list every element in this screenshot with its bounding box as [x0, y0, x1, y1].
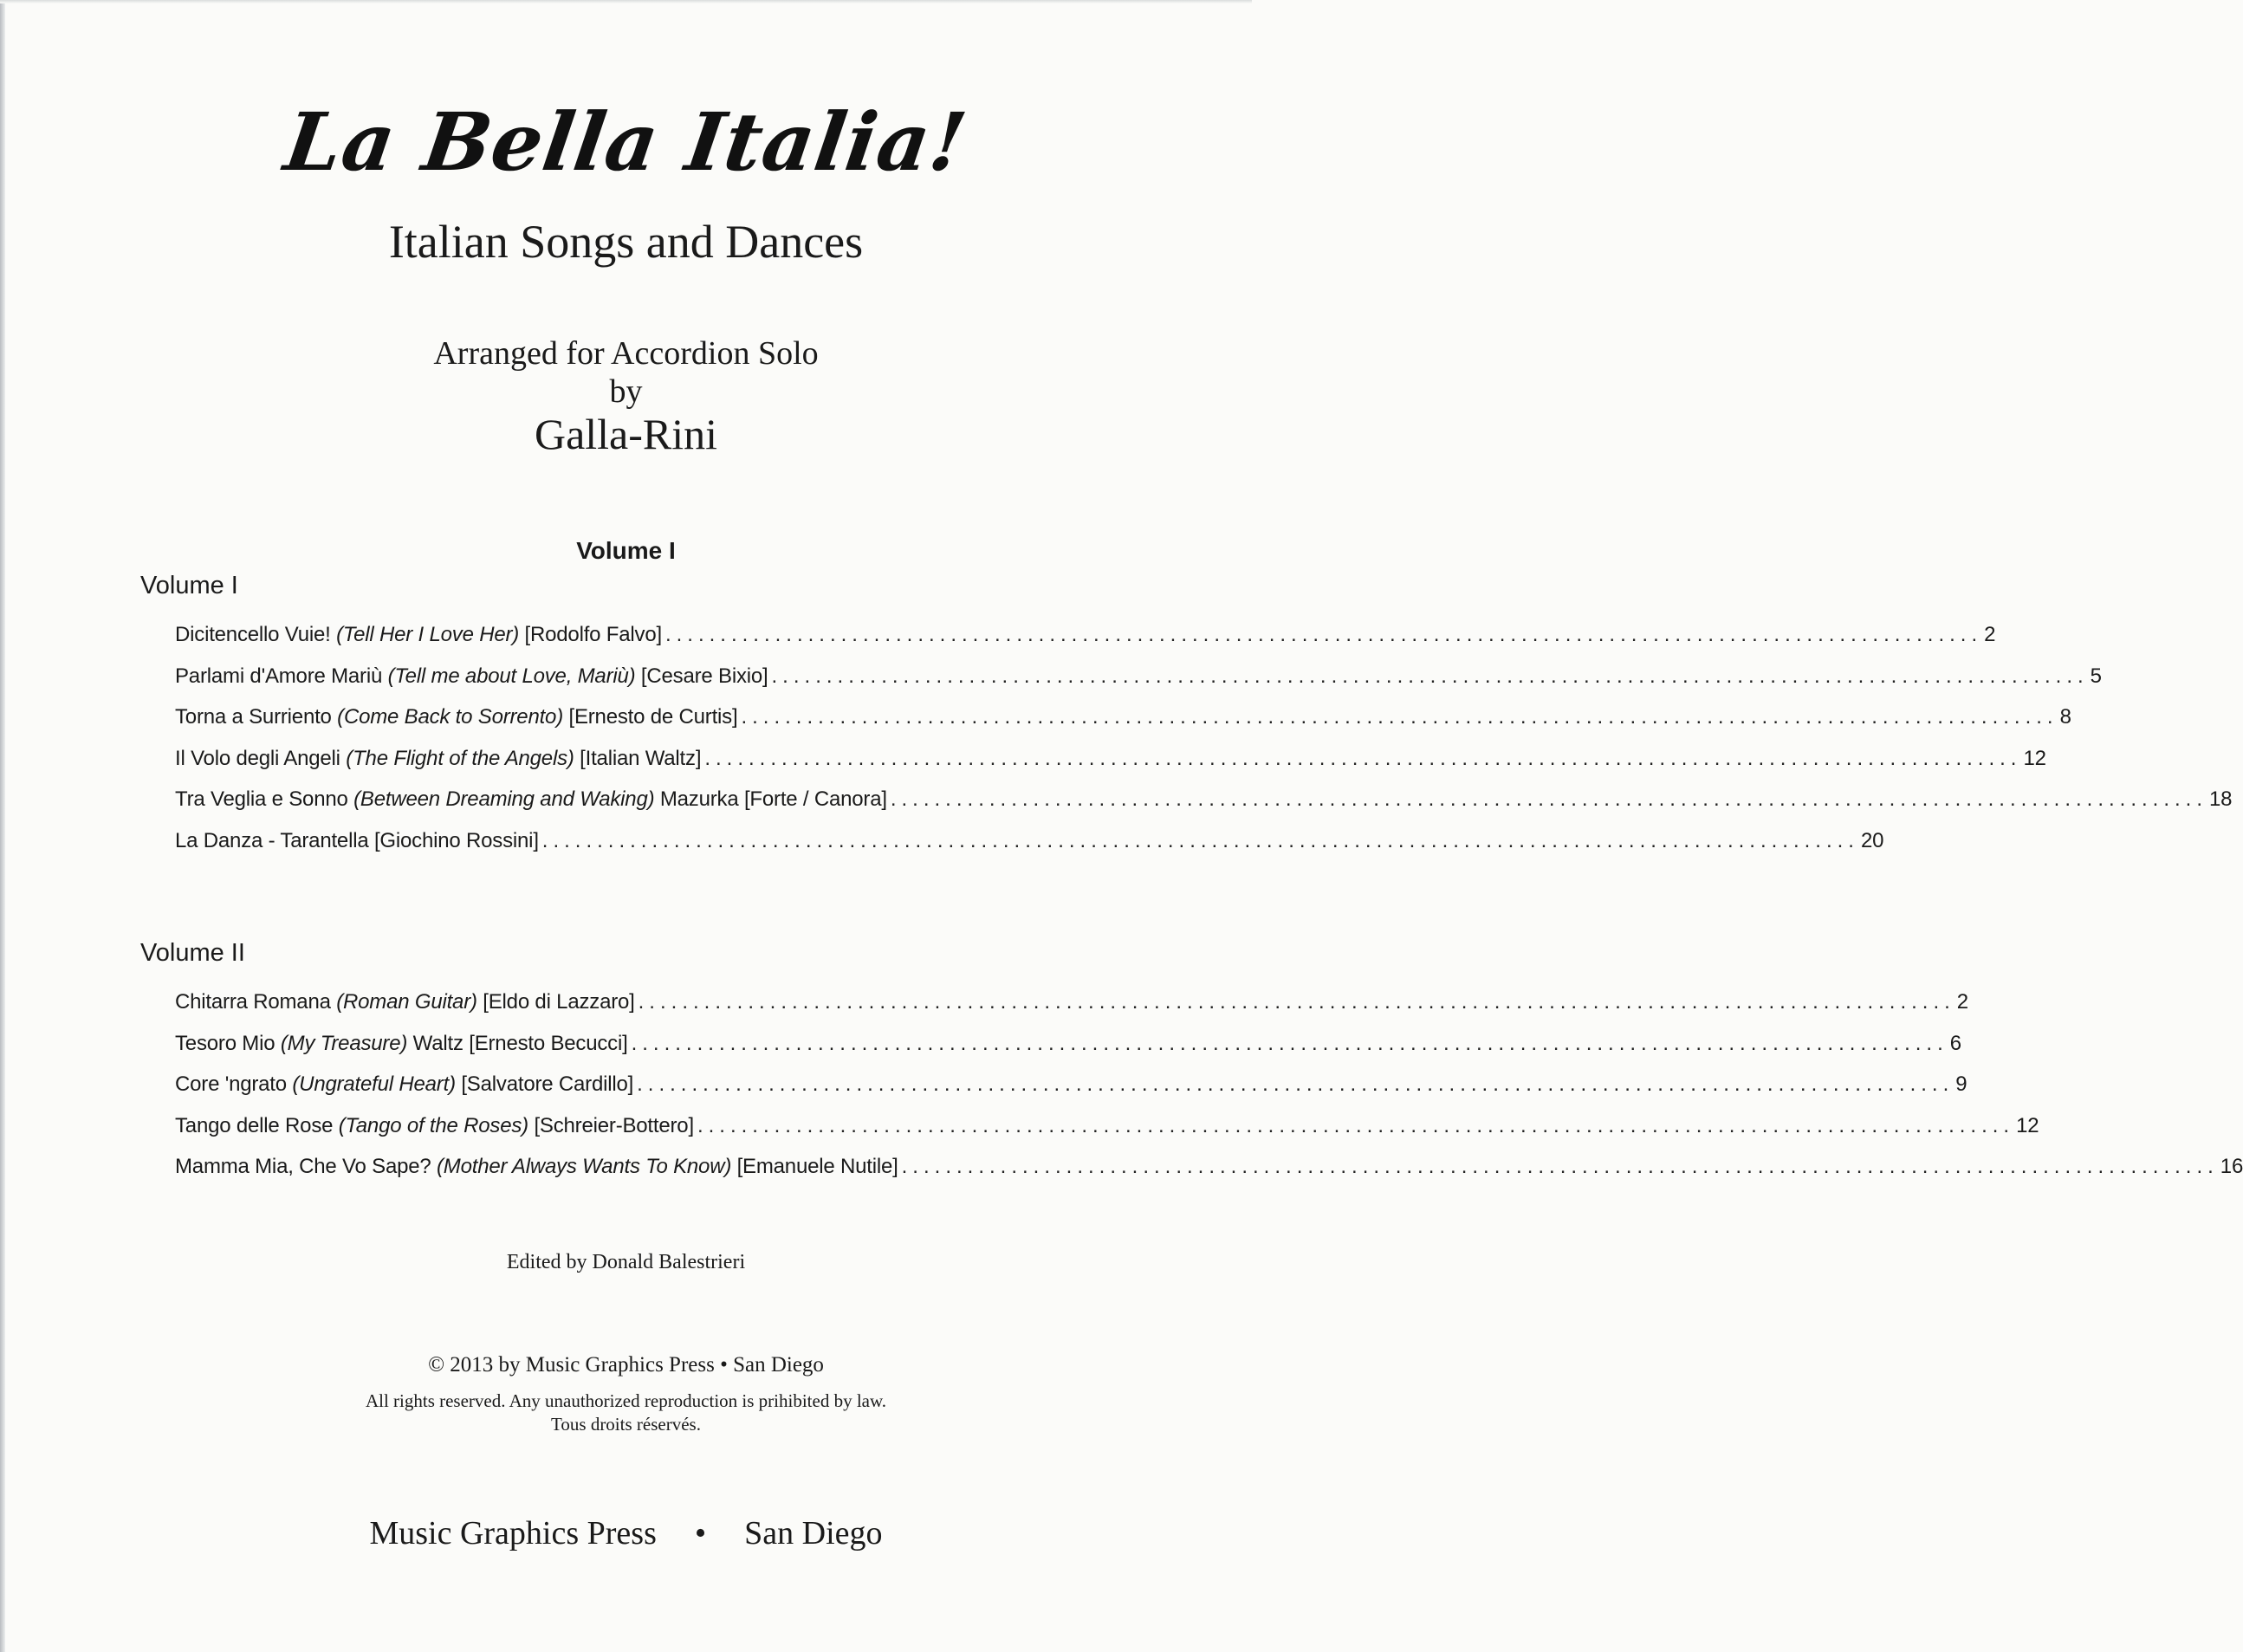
book-subtitle: Italian Songs and Dances	[388, 216, 864, 268]
toc-list	[140, 623, 2233, 870]
page-number: 8	[2059, 705, 2071, 729]
publisher-name: Music Graphics Press	[369, 1515, 657, 1552]
rights-line-french: Tous droits réservés.	[551, 1414, 701, 1435]
toc-entry-text	[175, 1114, 694, 1138]
page-number: 12	[2016, 1113, 2039, 1137]
song-title: Tra Veglia e Sonno	[175, 787, 348, 811]
dot-leader: ........................................................................................................................	[638, 990, 1955, 1014]
dot-leader: ........................................................................................................................	[771, 664, 2089, 688]
dot-leader: ........................................................................................................................	[637, 1072, 1955, 1096]
english-title: (The Flight of the Angels)	[346, 746, 574, 770]
composer-name: [Ernesto de Curtis]	[568, 705, 738, 729]
composer-name: [Eldo di Lazzaro]	[483, 990, 635, 1014]
english-title: (Tango of the Roses)	[338, 1113, 528, 1137]
dot-leader: ........................................................................................................................	[664, 623, 1983, 646]
publisher-city: San Diego	[744, 1515, 883, 1552]
english-title: (Come Back to Sorrento)	[337, 705, 564, 729]
editor-credit: Edited by Donald Balestrieri	[506, 1251, 746, 1273]
section-title: Volume I	[140, 572, 238, 599]
composer-name: [Emanuele Nutile]	[736, 1155, 898, 1178]
song-title: Mamma Mia, Che Vo Sape?	[175, 1155, 431, 1178]
english-title: (Tell me about Love, Mariù)	[387, 664, 636, 688]
rights-line-english: All rights reserved. Any unauthorized reproduction is prihibited by law.	[365, 1390, 887, 1411]
song-title: Dicitencello Vuie!	[175, 623, 331, 646]
toc-entry	[175, 1113, 2039, 1156]
composer-name: [Forte / Canora]	[743, 787, 887, 811]
toc-entry	[175, 746, 2046, 788]
toc-entry-text	[175, 1155, 898, 1179]
by-line: by	[609, 373, 643, 410]
toc-entry	[175, 828, 1884, 871]
english-title: (My Treasure)	[280, 1031, 408, 1055]
dot-leader: ........................................................................................................................	[704, 746, 2022, 770]
toc-entry-text	[175, 787, 887, 812]
toc-entry	[175, 705, 2071, 747]
song-form: Waltz	[412, 1031, 464, 1055]
toc-entry	[175, 664, 2102, 706]
page-number: 12	[2023, 746, 2046, 770]
song-title: Torna a Surriento	[175, 705, 332, 729]
page-number: 5	[2090, 664, 2102, 688]
footer-separator: •	[694, 1515, 707, 1552]
toc-entry	[175, 990, 1968, 1032]
toc-entry-text	[175, 623, 662, 647]
page-number: 16	[2220, 1155, 2243, 1178]
toc-entry-text	[175, 1072, 633, 1097]
dot-leader: ........................................................................................................................	[741, 705, 2058, 729]
toc-entry-text	[175, 990, 635, 1014]
composer-name: [Cesare Bixio]	[640, 664, 768, 688]
dot-leader: ........................................................................................................................	[541, 828, 1859, 852]
english-title: (Roman Guitar)	[336, 990, 477, 1014]
toc-section-volume-2	[140, 939, 2243, 1196]
toc-entry	[175, 1031, 1961, 1073]
dot-leader: ........................................................................................................................	[901, 1155, 2219, 1178]
composer-name: [Giochino Rossini]	[373, 828, 539, 852]
page-top-shadow	[0, 0, 1252, 3]
toc-entry-text	[175, 705, 737, 729]
page-number: 2	[1956, 990, 1968, 1014]
rights-notice	[0, 1390, 1252, 1436]
arrangement-credit	[0, 334, 1252, 411]
copyright-line: © 2013 by Music Graphics Press • San Diego	[428, 1353, 824, 1377]
english-title: (Mother Always Wants To Know)	[437, 1155, 732, 1178]
composer-name: [Salvatore Cardillo]	[461, 1072, 634, 1096]
song-title: Il Volo degli Angeli	[175, 746, 340, 770]
toc-entry	[175, 623, 1996, 664]
english-title: (Tell Her I Love Her)	[336, 623, 520, 646]
toc-list	[140, 990, 2243, 1196]
composer-name: [Ernesto Becucci]	[469, 1031, 628, 1055]
english-title: (Ungrateful Heart)	[292, 1072, 456, 1096]
dot-leader: ........................................................................................................................	[890, 787, 2207, 811]
song-title: Parlami d'Amore Mariù	[175, 664, 383, 688]
english-title: (Between Dreaming and Waking)	[353, 787, 655, 811]
song-title: Tango delle Rose	[175, 1113, 334, 1137]
toc-entry	[175, 787, 2233, 829]
toc-entry	[175, 1072, 1967, 1114]
page-number: 6	[1949, 1031, 1961, 1055]
song-title: Core 'ngrato	[175, 1072, 287, 1096]
arranged-line: Arranged for Accordion Solo	[433, 335, 819, 372]
dot-leader: ........................................................................................................................	[631, 1031, 1948, 1055]
toc-entry-text	[175, 664, 768, 689]
composer-name: [Italian Waltz]	[580, 746, 702, 770]
dot-leader: ........................................................................................................................	[697, 1113, 2015, 1137]
song-title: Tesoro Mio	[175, 1031, 276, 1055]
publisher-footer	[0, 1514, 1252, 1552]
toc-entry-text	[175, 747, 701, 771]
song-title: Chitarra Romana	[175, 990, 331, 1014]
composer-name: [Schreier-Bottero]	[534, 1113, 694, 1137]
section-title: Volume II	[140, 939, 245, 967]
volume-heading: Volume I	[576, 537, 676, 564]
page-number: 9	[1955, 1072, 1967, 1096]
book-title: La Bella Italia!	[279, 95, 973, 189]
page-number: 18	[2209, 787, 2233, 811]
toc-section-volume-1	[140, 572, 2233, 870]
song-title: La Danza - Tarantella	[175, 828, 369, 852]
toc-entry-text	[175, 829, 539, 853]
page-number: 2	[1984, 623, 1996, 646]
toc-entry-text	[175, 1032, 628, 1056]
arranger-name: Galla-Rini	[534, 410, 718, 458]
page-number: 20	[1860, 828, 1884, 852]
composer-name: [Rodolfo Falvo]	[524, 623, 662, 646]
song-form: Mazurka	[659, 787, 739, 811]
toc-entry	[175, 1155, 2243, 1196]
